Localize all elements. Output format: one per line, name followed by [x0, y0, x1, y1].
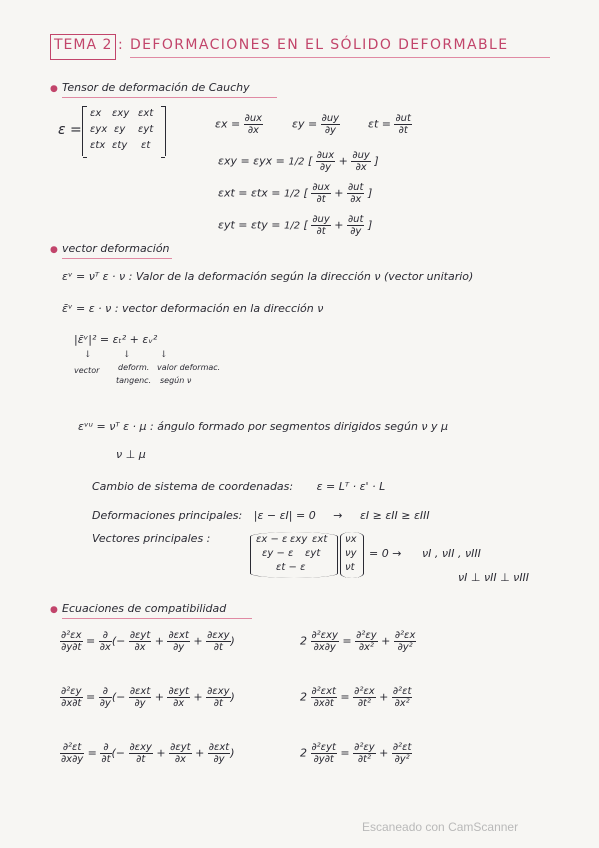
matrix-cell: εxy: [112, 108, 130, 119]
epsilon-symbol: ε =: [58, 122, 82, 138]
eq-ey: εy = $\frac{\partial uy}{\partial y}$: [292, 113, 340, 136]
compat-eq-5: 2 $\frac{\text{∂²εxt}}{\partial x\partial t}$ = $\frac{\text{∂²εx}}{\text{∂t²}}$ + $\frac{\text{∂²εt}}{\text{∂x²}}$: [300, 686, 412, 709]
vp-equals: = 0 →: [369, 547, 402, 560]
tema-label: TEMA 2: [54, 37, 113, 53]
vectores-label: Vectores principales :: [92, 532, 211, 545]
vector-line-3: |ε̄ᵛ|² = εₜ² + εᵥ²: [74, 333, 158, 346]
vp-vec-cell: νx: [345, 534, 357, 545]
compat-eq-6: 2 $\frac{\text{∂²εyt}}{\partial y\partial t}$ = $\frac{\text{∂²εy}}{\text{∂t²}}$ + $\frac{\text{∂²εt}}{\text{∂y²}}$: [300, 742, 412, 765]
eq-ex: εx = $\frac{\partial ux}{\partial x}$: [215, 113, 263, 136]
page-title: : DEFORMACIONES EN EL SÓLIDO DEFORMABLE: [118, 37, 509, 53]
vp-perp: νI ⊥ νII ⊥ νIII: [458, 571, 530, 584]
bullet-icon: ●: [50, 605, 58, 615]
vp-vec-cell: νt: [345, 562, 355, 573]
vector-line-1: εᵛ = νᵀ ε · ν : Valor de la deformación según la dirección ν (vector unitario): [62, 270, 474, 283]
eq-et: εt = $\frac{\partial ut}{\partial t}$: [368, 113, 411, 136]
vector-line-2: ε̄ᵛ = ε · ν : vector deformación en la dirección ν: [62, 302, 324, 315]
matrix-cell: εy: [114, 124, 126, 135]
section-underline: [62, 618, 252, 619]
vp-cell: εyt: [305, 548, 321, 559]
section-title-cauchy: Tensor de deformación de Cauchy: [62, 81, 250, 94]
section-title-vector: vector deformación: [62, 242, 170, 255]
watermark-text: Escaneado con CamScanner: [362, 820, 519, 834]
bullet-icon: ●: [50, 84, 58, 94]
compat-eq-4: 2 $\frac{\text{∂²εxy}}{\partial x\partial y}$ = $\frac{\text{∂²εy}}{\text{∂x²}}$ + $\frac{\text{∂²εx}}{\text{∂y²}}$: [300, 630, 416, 653]
note-deform: deform.: [118, 363, 150, 372]
note-valor: valor deformac.: [157, 363, 221, 372]
arrow-down-icon: ↓: [84, 350, 92, 360]
arrow-down-icon: ↓: [160, 350, 168, 360]
section-underline: [62, 258, 172, 259]
vp-vec-cell: νy: [345, 548, 357, 559]
compat-eq-1: $\frac{\text{∂²εx}}{\partial y\partial t}$ = $\frac{\partial}{\partial x}$ (− $\frac{\text{∂εyt}}{\partial x}$ + $\frac{\text{∂εxt}}{\partial y}$ + $\frac{\text{∂εxy}}{\partial t}$ ): [61, 630, 235, 653]
vector-line-4: εᵛᵘ = νᵀ ε · μ : ángulo formado por segmentos dirigidos según ν y μ: [78, 420, 449, 433]
eq-ext: εxt = εtx = 1/2 [ $\frac{\partial ux}{\partial t}$ + $\frac{\partial ut}{\partial x}$ ]: [218, 182, 373, 205]
compat-eq-3: $\frac{\text{∂²εt}}{\partial x\partial y}$ = $\frac{\partial}{\partial t}$ (− $\frac{\text{∂εxy}}{\partial t}$ + $\frac{\text{∂εyt}}{\partial x}$ + $\frac{\text{∂εxt}}{\partial y}$ ): [61, 742, 235, 765]
vp-cell: εxt: [312, 534, 328, 545]
note-tangenc: tangenc.: [116, 376, 152, 385]
section-underline: [62, 97, 277, 98]
perp-note: ν ⊥ μ: [116, 448, 146, 461]
bullet-icon: ●: [50, 245, 58, 255]
eq-eyt: εyt = εty = 1/2 [ $\frac{\partial uy}{\partial t}$ + $\frac{\partial ut}{\partial y}$ ]: [218, 214, 373, 237]
vp-result: νI , νII , νIII: [422, 547, 481, 560]
matrix-cell: εty: [112, 140, 128, 151]
compat-eq-2: $\frac{\text{∂²εy}}{\partial x\partial t}$ = $\frac{\partial}{\partial y}$ (− $\frac{\text{∂εxt}}{\partial y}$ + $\frac{\text{∂εyt}}{\partial x}$ + $\frac{\text{∂εxy}}{\partial t}$ ): [61, 686, 235, 709]
matrix-cell: εtx: [90, 140, 106, 151]
vp-cell: εxy: [290, 534, 308, 545]
principales-line: Deformaciones principales: |ε − εI| = 0 → εI ≥ εII ≥ εIII: [92, 509, 430, 522]
vp-cell: εt − ε: [276, 562, 306, 573]
section-title-compat: Ecuaciones de compatibilidad: [62, 602, 227, 615]
vp-cell: εy − ε: [262, 548, 294, 559]
matrix-cell: εxt: [138, 108, 154, 119]
arrow-down-icon: ↓: [123, 350, 131, 360]
title-underline: [130, 57, 550, 58]
eq-exy: εxy = εyx = 1/2 [ $\frac{\partial ux}{\partial y}$ + $\frac{\partial uy}{\partial x}$ ]: [218, 150, 379, 173]
matrix-cell: εyx: [90, 124, 108, 135]
cambio-line: Cambio de sistema de coordenadas: ε = Lᵀ · ε' · L: [92, 480, 386, 493]
matrix-cell: εx: [90, 108, 102, 119]
matrix-cell: εyt: [138, 124, 154, 135]
matrix-cell: εt: [141, 140, 151, 151]
note-vector: vector: [74, 366, 100, 375]
note-segun: según ν: [160, 376, 192, 385]
vp-cell: εx − ε: [256, 534, 288, 545]
